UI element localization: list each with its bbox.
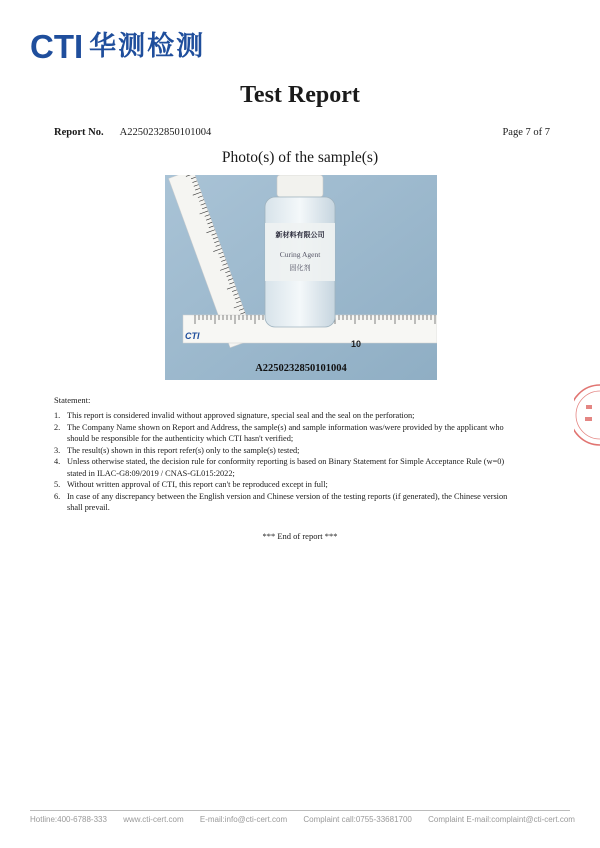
- sample-photo: [165, 175, 437, 380]
- statement-item: [54, 445, 514, 457]
- statement-item: [54, 491, 514, 514]
- ruler-brand: CTI: [185, 331, 200, 341]
- footer-email[interactable]: E-mail:info@cti-cert.com: [199, 815, 288, 824]
- statement-item: [54, 422, 514, 445]
- logo-text: CTI: [30, 28, 84, 65]
- footer-complaint-call: Complaint call:0755-33681700: [303, 815, 412, 824]
- bottle-label-cn: 固化剂: [289, 264, 311, 272]
- photo-sample-id: A2250232850101004: [255, 363, 347, 374]
- statement-item-text: The Company Name shown on Report and Address, the sample(s) and sample information was/were provided by the applicant who should be responsible for the authenticity which CTI hasn't verified;: [67, 422, 504, 443]
- statement-item-text: In case of any discrepancy between the English version and Chinese version of the testing reports (if generated), the Chinese version shall prevail.: [67, 491, 508, 512]
- end-of-report: *** End of report ***: [262, 531, 338, 541]
- ruler-mark: 10: [351, 339, 362, 349]
- footer-divider: [30, 810, 570, 811]
- photo-heading: Photo(s) of the sample(s): [221, 149, 379, 166]
- statement-item-text: Unless otherwise stated, the decision rule for conformity reporting is based on Binary Statement for Simple Acceptance Rule (w=0) stated in ILAC-G8:09/2019 / CNAS-GL015:2022;: [67, 457, 505, 478]
- cti-logo: [30, 30, 205, 64]
- statement-item-text: Without written approval of CTI, this report can't be reproduced except in full;: [67, 480, 328, 489]
- statement-item: [54, 456, 514, 479]
- statement-item-text: This report is considered invalid without approved signature, special seal and the seal on the perforation;: [67, 411, 415, 420]
- footer-website[interactable]: www.cti-cert.com: [123, 815, 184, 824]
- report-number-value: A2250232850101004: [119, 127, 212, 138]
- report-number-label: Report No.: [54, 127, 104, 138]
- statement-item-number: 6.: [54, 491, 61, 501]
- statement-list: [54, 410, 514, 514]
- statement-item-number: 2.: [54, 422, 61, 432]
- footer-complaint-email[interactable]: Complaint E-mail:complaint@cti-cert.com: [428, 815, 575, 824]
- statement-title: Statement:: [54, 395, 91, 405]
- statement-item: [54, 410, 514, 422]
- logo-chinese-text: 华测检测: [89, 31, 206, 62]
- page-number: Page 7 of 7: [502, 127, 550, 138]
- statement-item-number: 1.: [54, 411, 61, 420]
- bottle-company: 新材料有限公司: [275, 231, 325, 239]
- statement-item-number: 5.: [54, 480, 61, 489]
- statement-item-number: 4.: [54, 457, 61, 466]
- report-number: [54, 127, 211, 138]
- perforation-seal-stamp: [574, 383, 600, 447]
- statement-item: [54, 479, 514, 491]
- sample-bottle: [265, 175, 335, 327]
- footer-hotline: Hotline:400-6788-333: [30, 815, 107, 824]
- bottle-label: Curing Agent: [279, 250, 321, 259]
- footer: [30, 815, 575, 824]
- statement-item-text: The result(s) shown in this report refer(s) only to the sample(s) tested;: [67, 445, 300, 455]
- page-title: Test Report: [240, 82, 360, 108]
- statement-item-number: 3.: [54, 445, 61, 455]
